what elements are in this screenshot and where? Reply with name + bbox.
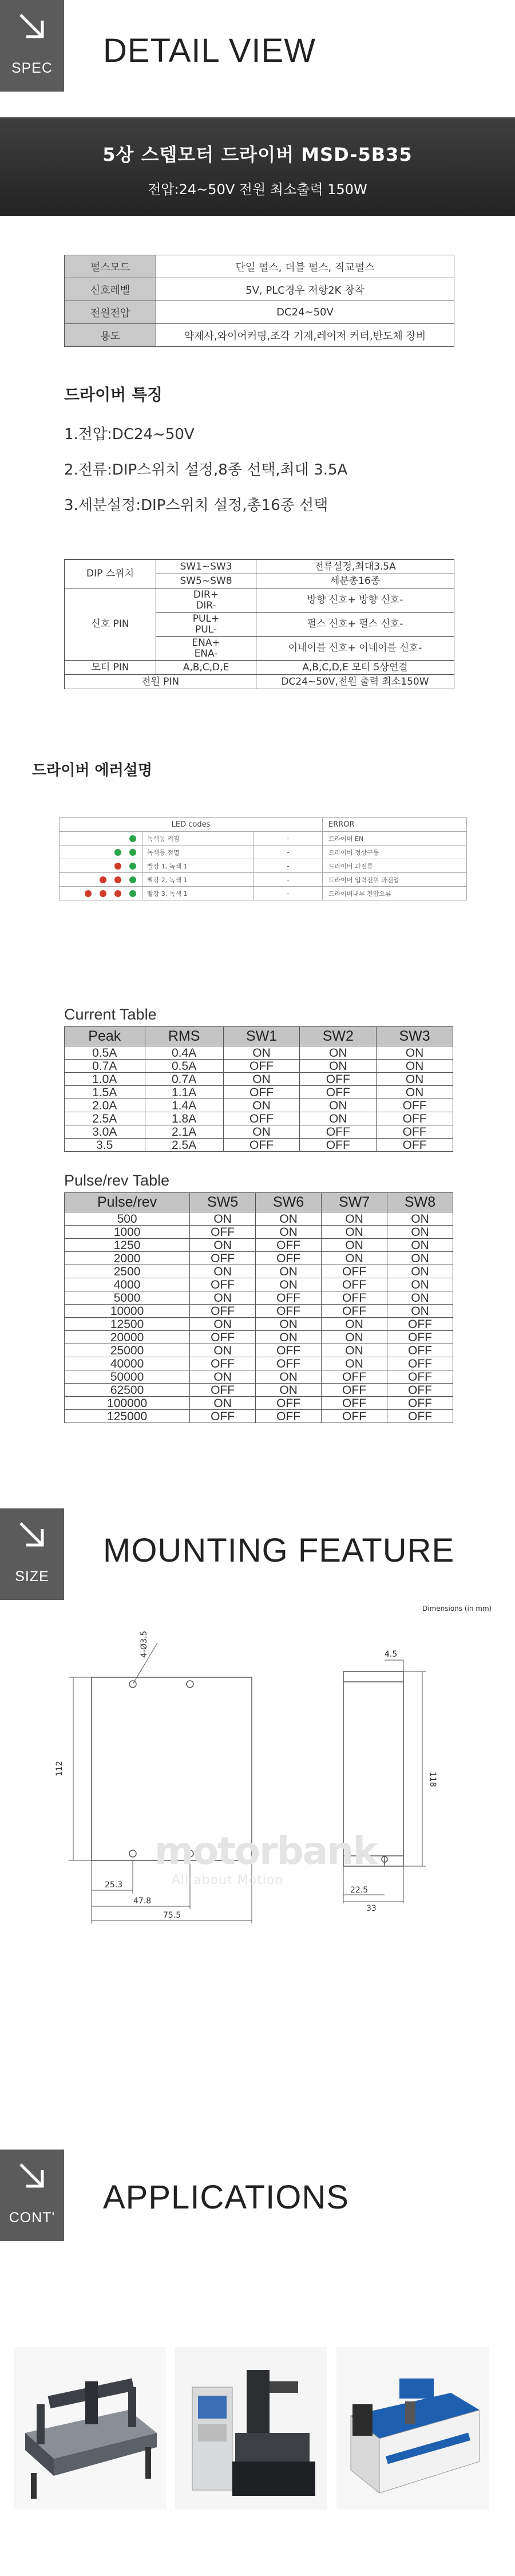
table-cell: ON bbox=[387, 1305, 453, 1318]
table-row bbox=[65, 1278, 453, 1291]
table-cell: OFF bbox=[387, 1357, 453, 1370]
table-cell: 4000 bbox=[65, 1278, 190, 1291]
table-cell: ON bbox=[322, 1318, 387, 1331]
table-cell: OFF bbox=[322, 1384, 387, 1397]
arrow-down-right-icon bbox=[17, 11, 47, 41]
table-cell: 1.5A bbox=[65, 1086, 145, 1099]
table-cell: ON bbox=[387, 1226, 453, 1239]
green-led-icon bbox=[129, 863, 136, 870]
pin-desc: 펄스 신호+ 펄스 신호- bbox=[256, 613, 454, 637]
table-cell: 10000 bbox=[65, 1305, 190, 1318]
table-cell: OFF bbox=[387, 1344, 453, 1357]
table-cell: 0.5A bbox=[145, 1060, 223, 1073]
error-desc: 드라이버 과전류 bbox=[323, 859, 467, 873]
cont-badge bbox=[0, 2150, 64, 2241]
spec-badge-label: SPEC bbox=[11, 60, 53, 76]
table-cell: 2.1A bbox=[145, 1125, 223, 1139]
table-row bbox=[65, 1265, 453, 1278]
table-cell: OFF bbox=[190, 1226, 256, 1239]
table-cell: 3.5 bbox=[65, 1139, 145, 1152]
table-cell: OFF bbox=[256, 1252, 322, 1265]
pin-name: SW5~SW8 bbox=[156, 574, 256, 588]
table-cell: OFF bbox=[223, 1139, 300, 1152]
column-header: SW8 bbox=[387, 1193, 453, 1212]
pulse-rev-table bbox=[64, 1192, 453, 1423]
column-header: SW5 bbox=[190, 1193, 256, 1212]
table-cell: 40000 bbox=[65, 1357, 190, 1370]
hole-dimension: 4-Ø3.5 bbox=[140, 1630, 149, 1658]
table-cell: OFF bbox=[300, 1073, 377, 1086]
table-row bbox=[65, 560, 454, 574]
product-subtitle: 전압:24~50V 전원 최소출력 150W bbox=[148, 181, 367, 197]
column-header: SW6 bbox=[256, 1193, 322, 1212]
table-cell: ON bbox=[387, 1212, 453, 1226]
table-cell: OFF bbox=[190, 1410, 256, 1423]
table-cell: 0.5A bbox=[65, 1046, 145, 1060]
table-header-row bbox=[65, 1027, 453, 1046]
table-cell: OFF bbox=[377, 1139, 453, 1152]
size-section-header bbox=[0, 1508, 515, 1617]
spec-value: 5V, PLC경우 저항2K 창착 bbox=[156, 278, 454, 301]
led-desc: 녹색등 점멸 bbox=[142, 846, 254, 859]
table-row bbox=[65, 1099, 453, 1112]
table-row bbox=[60, 846, 467, 859]
green-led-icon bbox=[129, 835, 136, 842]
pin-desc: 방향 신호+ 방향 신호- bbox=[256, 588, 454, 613]
table-cell: ON bbox=[322, 1226, 387, 1239]
table-cell: ON bbox=[322, 1344, 387, 1357]
table-cell: OFF bbox=[256, 1410, 322, 1423]
table-cell: ON bbox=[190, 1291, 256, 1305]
table-cell: OFF bbox=[190, 1357, 256, 1370]
table-row bbox=[60, 859, 467, 873]
table-cell: OFF bbox=[322, 1397, 387, 1410]
feature-item: 1.전압:DC24~50V bbox=[64, 426, 195, 443]
column-header: SW1 bbox=[223, 1027, 300, 1046]
table-cell: ON bbox=[190, 1318, 256, 1331]
table-cell: 1000 bbox=[65, 1226, 190, 1239]
spec-value: 약제사,와이어커팅,조각 기계,레이저 커터,반도체 장비 bbox=[156, 324, 454, 347]
pin-name: PUL+ PUL- bbox=[156, 613, 256, 637]
red-led-icon bbox=[114, 863, 121, 870]
table-row bbox=[65, 1212, 453, 1226]
table-cell: 62500 bbox=[65, 1384, 190, 1397]
table-cell: 1.8A bbox=[145, 1112, 223, 1125]
table-cell: OFF bbox=[190, 1278, 256, 1291]
pin-name: SW1~SW3 bbox=[156, 560, 256, 574]
table-cell: ON bbox=[223, 1099, 300, 1112]
table-cell: OFF bbox=[322, 1278, 387, 1291]
pin-desc: 전류설정,최대3.5A bbox=[256, 560, 454, 574]
red-led-icon bbox=[114, 890, 121, 897]
column-header: SW7 bbox=[322, 1193, 387, 1212]
product-banner bbox=[0, 117, 515, 216]
led-dots bbox=[60, 846, 142, 859]
table-cell: ON bbox=[377, 1086, 453, 1099]
table-row bbox=[65, 301, 454, 324]
spec-value: 단일 펄스, 더블 펄스, 직교펄스 bbox=[156, 255, 454, 278]
table-cell: OFF bbox=[387, 1397, 453, 1410]
led-dots bbox=[60, 887, 142, 900]
side-dimension-a: 22.5 bbox=[350, 1886, 369, 1895]
led-dots bbox=[60, 832, 142, 846]
table-row bbox=[65, 1112, 453, 1125]
table-cell: 2.5A bbox=[145, 1139, 223, 1152]
led-error-table bbox=[59, 817, 467, 900]
pulse-table-caption: Pulse/rev Table bbox=[64, 1172, 170, 1189]
table-cell: OFF bbox=[190, 1305, 256, 1318]
dimension-d1: 25.3 bbox=[105, 1880, 123, 1890]
table-row bbox=[65, 1305, 453, 1318]
table-cell: 12500 bbox=[65, 1318, 190, 1331]
table-row bbox=[60, 873, 467, 887]
table-row bbox=[60, 832, 467, 846]
led-desc: 빨강 2, 녹색 1 bbox=[142, 873, 254, 887]
table-cell: ON bbox=[190, 1397, 256, 1410]
table-row bbox=[65, 588, 454, 613]
table-row bbox=[65, 1226, 453, 1239]
spec-section-header bbox=[0, 0, 515, 109]
table-cell: OFF bbox=[322, 1291, 387, 1305]
error-desc: 드라이버내부 전압오류 bbox=[323, 887, 467, 900]
table-row bbox=[65, 675, 454, 689]
table-row bbox=[65, 1252, 453, 1265]
laser-cutter-image bbox=[336, 2347, 489, 2510]
table-cell: 1.0A bbox=[65, 1073, 145, 1086]
dash-cell: - bbox=[254, 832, 323, 846]
table-cell: OFF bbox=[256, 1397, 322, 1410]
mounting-feature-title: MOUNTING FEATURE bbox=[103, 1532, 455, 1569]
table-cell: 100000 bbox=[65, 1397, 190, 1410]
table-cell: ON bbox=[190, 1212, 256, 1226]
table-cell: ON bbox=[322, 1252, 387, 1265]
arrow-down-right-icon bbox=[17, 1520, 47, 1550]
cnc-router-image bbox=[14, 2347, 166, 2510]
table-row bbox=[65, 1125, 453, 1139]
table-cell: 25000 bbox=[65, 1344, 190, 1357]
dash-cell: - bbox=[254, 887, 323, 900]
table-cell: ON bbox=[256, 1384, 322, 1397]
table-row bbox=[60, 887, 467, 900]
table-cell: 2500 bbox=[65, 1265, 190, 1278]
feature-item: 3.세분설정:DIP스위치 설정,총16종 선택 bbox=[64, 497, 328, 514]
green-led-icon bbox=[114, 849, 121, 856]
red-led-icon bbox=[114, 876, 121, 883]
table-cell: ON bbox=[387, 1291, 453, 1305]
column-header: Pulse/rev bbox=[65, 1193, 190, 1212]
table-cell: ON bbox=[322, 1357, 387, 1370]
pin-name: A,B,C,D,E bbox=[156, 661, 256, 675]
applications-title: APPLICATIONS bbox=[103, 2179, 349, 2216]
table-cell: 50000 bbox=[65, 1370, 190, 1384]
table-cell: ON bbox=[256, 1226, 322, 1239]
detail-view-title: DETAIL VIEW bbox=[103, 32, 316, 69]
table-cell: OFF bbox=[387, 1331, 453, 1344]
table-cell: ON bbox=[300, 1046, 377, 1060]
current-table-caption: Current Table bbox=[64, 1006, 157, 1023]
error-section-title: 드라이버 에러설명 bbox=[32, 762, 152, 779]
table-row bbox=[65, 1291, 453, 1305]
table-cell: OFF bbox=[256, 1291, 322, 1305]
spec-table bbox=[64, 255, 454, 347]
table-cell: ON bbox=[190, 1239, 256, 1252]
table-cell: ON bbox=[387, 1252, 453, 1265]
product-title: 5상 스텝모터 드라이버 MSD-5B35 bbox=[102, 144, 413, 165]
table-cell: OFF bbox=[223, 1112, 300, 1125]
pin-group-label: 전원 PIN bbox=[65, 675, 256, 689]
table-row bbox=[65, 661, 454, 675]
spec-key: 용도 bbox=[65, 324, 156, 347]
table-cell: OFF bbox=[377, 1125, 453, 1139]
table-cell: OFF bbox=[322, 1410, 387, 1423]
wire-cut-machine-image bbox=[175, 2347, 327, 2510]
cont-badge-label: CONT' bbox=[9, 2210, 56, 2226]
table-cell: OFF bbox=[387, 1370, 453, 1384]
table-cell: 0.7A bbox=[145, 1073, 223, 1086]
spec-key: 신호레벨 bbox=[65, 278, 156, 301]
error-header: ERROR bbox=[323, 818, 467, 832]
led-codes-header: LED codes bbox=[60, 818, 323, 832]
led-desc: 빨강 3, 녹색 1 bbox=[142, 887, 254, 900]
application-images bbox=[14, 2347, 489, 2510]
table-cell: ON bbox=[300, 1060, 377, 1073]
red-led-icon bbox=[100, 876, 106, 883]
side-top-dimension: 4.5 bbox=[385, 1650, 398, 1659]
table-cell: OFF bbox=[387, 1318, 453, 1331]
table-cell: OFF bbox=[256, 1344, 322, 1357]
table-cell: OFF bbox=[387, 1410, 453, 1423]
table-row bbox=[65, 1318, 453, 1331]
table-cell: ON bbox=[387, 1239, 453, 1252]
table-cell: OFF bbox=[190, 1252, 256, 1265]
table-cell: ON bbox=[256, 1265, 322, 1278]
table-row bbox=[65, 1139, 453, 1152]
table-cell: 0.4A bbox=[145, 1046, 223, 1060]
dimensions-note: Dimensions (in mm) bbox=[422, 1605, 492, 1613]
table-cell: 125000 bbox=[65, 1410, 190, 1423]
table-row bbox=[65, 1410, 453, 1423]
error-desc: 드라이버 정상구동 bbox=[323, 846, 467, 859]
table-row bbox=[65, 1370, 453, 1384]
green-led-icon bbox=[129, 876, 136, 883]
led-desc: 빨강 1, 녹색 1 bbox=[142, 859, 254, 873]
led-desc: 녹색등 켜짐 bbox=[142, 832, 254, 846]
table-cell: OFF bbox=[387, 1384, 453, 1397]
arrow-down-right-icon bbox=[17, 2161, 47, 2191]
table-cell: ON bbox=[256, 1318, 322, 1331]
height-dimension: 112 bbox=[55, 1761, 64, 1776]
spec-badge bbox=[0, 0, 64, 92]
pin-group-label: 신호 PIN bbox=[65, 588, 156, 661]
mount-hole-icon bbox=[187, 1681, 193, 1688]
table-row bbox=[65, 1331, 453, 1344]
dash-cell: - bbox=[254, 873, 323, 887]
feature-item: 2.전류:DIP스위치 설정,8종 선택,최대 3.5A bbox=[64, 461, 348, 479]
table-cell: 1.4A bbox=[145, 1099, 223, 1112]
table-cell: 2.0A bbox=[65, 1099, 145, 1112]
column-header: RMS bbox=[145, 1027, 223, 1046]
table-cell: ON bbox=[190, 1265, 256, 1278]
dimension-d2: 47.8 bbox=[133, 1897, 152, 1906]
table-cell: ON bbox=[223, 1073, 300, 1086]
table-row bbox=[65, 1086, 453, 1099]
table-cell: ON bbox=[256, 1212, 322, 1226]
table-cell: ON bbox=[387, 1278, 453, 1291]
table-cell: OFF bbox=[256, 1239, 322, 1252]
table-cell: OFF bbox=[256, 1357, 322, 1370]
table-cell: OFF bbox=[300, 1086, 377, 1099]
table-cell: ON bbox=[256, 1370, 322, 1384]
spec-key: 펄스모드 bbox=[65, 255, 156, 278]
pin-group-label: DIP 스위치 bbox=[65, 560, 156, 588]
table-cell: ON bbox=[256, 1331, 322, 1344]
table-row bbox=[65, 278, 454, 301]
green-led-icon bbox=[129, 890, 136, 897]
table-cell: OFF bbox=[300, 1125, 377, 1139]
table-cell: ON bbox=[322, 1331, 387, 1344]
table-cell: OFF bbox=[377, 1099, 453, 1112]
watermark-logo: motorbank bbox=[154, 1829, 377, 1873]
table-cell: 2000 bbox=[65, 1252, 190, 1265]
table-cell: OFF bbox=[322, 1305, 387, 1318]
table-cell: 1250 bbox=[65, 1239, 190, 1252]
table-cell: OFF bbox=[377, 1112, 453, 1125]
table-row bbox=[65, 1384, 453, 1397]
table-cell: OFF bbox=[190, 1331, 256, 1344]
side-dimension-b: 33 bbox=[366, 1904, 377, 1913]
table-header-row bbox=[60, 818, 467, 832]
table-cell: ON bbox=[190, 1344, 256, 1357]
table-row bbox=[65, 255, 454, 278]
red-led-icon bbox=[100, 890, 106, 897]
column-header: SW3 bbox=[377, 1027, 453, 1046]
table-header-row bbox=[65, 1193, 453, 1212]
dash-cell: - bbox=[254, 846, 323, 859]
table-row bbox=[65, 1073, 453, 1086]
table-cell: ON bbox=[300, 1112, 377, 1125]
table-cell: OFF bbox=[322, 1265, 387, 1278]
pin-name: DIR+ DIR- bbox=[156, 588, 256, 613]
table-cell: OFF bbox=[322, 1370, 387, 1384]
table-cell: OFF bbox=[223, 1060, 300, 1073]
table-cell: 0.7A bbox=[65, 1060, 145, 1073]
table-cell: ON bbox=[387, 1265, 453, 1278]
pin-desc: A,B,C,D,E 모터 5상연결 bbox=[256, 661, 454, 675]
table-cell: ON bbox=[377, 1073, 453, 1086]
side-height-dimension: 118 bbox=[428, 1772, 437, 1787]
table-cell: ON bbox=[223, 1046, 300, 1060]
pin-name: ENA+ ENA- bbox=[156, 637, 256, 661]
table-row bbox=[65, 1060, 453, 1073]
green-led-icon bbox=[129, 849, 136, 856]
table-row bbox=[65, 1357, 453, 1370]
pin-desc: 세분총16종 bbox=[256, 574, 454, 588]
red-led-icon bbox=[85, 890, 92, 897]
column-header: Peak bbox=[65, 1027, 145, 1046]
table-cell: 500 bbox=[65, 1212, 190, 1226]
table-row bbox=[65, 324, 454, 347]
apps-section-header bbox=[0, 2150, 515, 2258]
table-cell: 1.1A bbox=[145, 1086, 223, 1099]
spec-key: 전원전압 bbox=[65, 301, 156, 324]
table-cell: OFF bbox=[223, 1086, 300, 1099]
pin-table bbox=[64, 559, 454, 689]
table-cell: ON bbox=[223, 1125, 300, 1139]
column-header: SW2 bbox=[300, 1027, 377, 1046]
features-title: 드라이버 특징 bbox=[64, 385, 163, 404]
table-row bbox=[65, 1344, 453, 1357]
table-cell: 3.0A bbox=[65, 1125, 145, 1139]
size-badge-label: SIZE bbox=[15, 1568, 49, 1585]
mount-hole-icon bbox=[129, 1850, 136, 1857]
table-row bbox=[65, 1239, 453, 1252]
dash-cell: - bbox=[254, 859, 323, 873]
width-dimension: 75.5 bbox=[163, 1911, 181, 1920]
pin-desc: DC24~50V,전원 출력 최소150W bbox=[256, 675, 454, 689]
size-badge bbox=[0, 1508, 64, 1600]
table-cell: ON bbox=[322, 1212, 387, 1226]
table-cell: ON bbox=[377, 1046, 453, 1060]
led-dots bbox=[60, 859, 142, 873]
table-cell: OFF bbox=[256, 1305, 322, 1318]
table-row bbox=[65, 1046, 453, 1060]
pin-desc: 이네이블 신호+ 이네이블 신호- bbox=[256, 637, 454, 661]
spec-value: DC24~50V bbox=[156, 301, 454, 324]
table-cell: ON bbox=[256, 1278, 322, 1291]
error-desc: 드라이버 EN bbox=[323, 832, 467, 846]
watermark-tagline: All about Motion bbox=[172, 1873, 284, 1887]
table-cell: ON bbox=[377, 1060, 453, 1073]
current-table bbox=[64, 1026, 453, 1152]
table-cell: 5000 bbox=[65, 1291, 190, 1305]
table-row bbox=[65, 1397, 453, 1410]
table-cell: ON bbox=[190, 1370, 256, 1384]
pin-group-label: 모터 PIN bbox=[65, 661, 156, 675]
error-desc: 드라이버 입력전원 과전압 bbox=[323, 873, 467, 887]
table-cell: 20000 bbox=[65, 1331, 190, 1344]
table-cell: OFF bbox=[300, 1139, 377, 1152]
table-cell: OFF bbox=[190, 1384, 256, 1397]
table-cell: ON bbox=[300, 1099, 377, 1112]
table-cell: ON bbox=[322, 1239, 387, 1252]
led-dots bbox=[60, 873, 142, 887]
table-cell: 2.5A bbox=[65, 1112, 145, 1125]
